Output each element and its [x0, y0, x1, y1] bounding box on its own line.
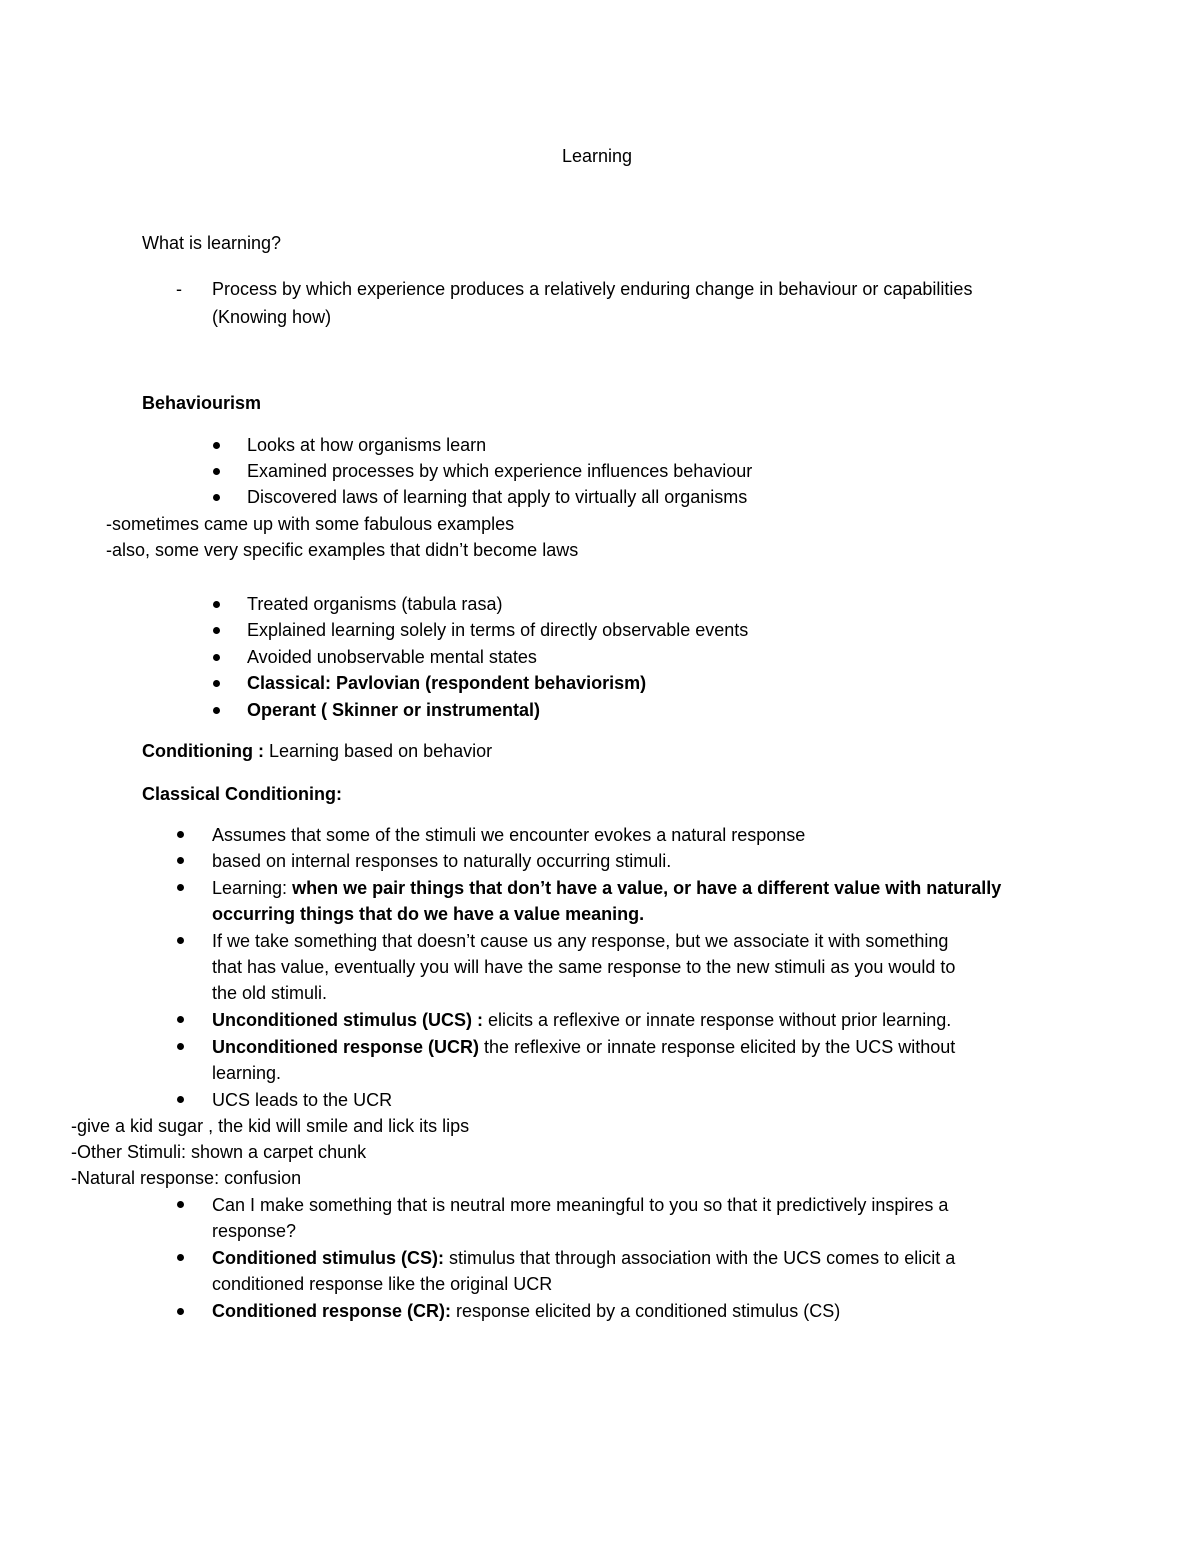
bullet-icon — [177, 1308, 184, 1315]
bullet-icon — [213, 494, 220, 501]
classical-type-bullet: Classical: Pavlovian (respondent behaviorism) — [247, 673, 647, 693]
definition-line-1: Process by which experience produces a relatively enduring change in behaviour or capabilities — [212, 279, 973, 299]
classical-heading: Classical Conditioning: — [142, 784, 343, 804]
classical-bullet-3-cont: occurring things that do we have a value meaning. — [212, 904, 645, 924]
cs-term: Conditioned stimulus (CS): — [212, 1248, 444, 1268]
conditioning-term: Conditioning : — [142, 741, 264, 761]
bullet-icon — [177, 1096, 184, 1103]
behaviourism-bullet-2: Examined processes by which experience influences behaviour — [247, 461, 753, 481]
bullet-icon — [213, 442, 220, 449]
example-note-3: -Natural response: confusion — [71, 1168, 302, 1188]
bullet-icon — [177, 1016, 184, 1023]
question-heading: What is learning? — [142, 233, 282, 253]
cr-term: Conditioned response (CR): — [212, 1301, 451, 1321]
behaviourism-bullet-5: Explained learning solely in terms of directly observable events — [247, 620, 749, 640]
cs-definition — [212, 1245, 955, 1272]
cr-definition — [212, 1298, 840, 1325]
classical-bullet-4-line-3: the old stimuli. — [212, 983, 328, 1003]
bullet-icon — [177, 937, 184, 944]
classical-bullet-8-line-1: Can I make something that is neutral more meaningful to you so that it predictively inspires a — [212, 1195, 949, 1215]
ucs-text: elicits a reflexive or innate response without prior learning. — [482, 1010, 952, 1030]
classical-bullet-4-line-1: If we take something that doesn’t cause us any response, but we associate it with something — [212, 931, 949, 951]
classical-bullet-8-line-2: response? — [212, 1221, 297, 1241]
bullet-icon — [213, 654, 220, 661]
conditioning-text: Learning based on behavior — [263, 741, 493, 761]
ucr-definition-cont: learning. — [212, 1063, 282, 1083]
learning-prefix: Learning: — [212, 878, 293, 898]
behaviourism-bullet-1: Looks at how organisms learn — [247, 435, 487, 455]
bullet-icon — [177, 1254, 184, 1261]
page-title: Learning — [562, 146, 633, 166]
ucr-definition — [212, 1034, 955, 1061]
ucs-term: Unconditioned stimulus (UCS) : — [212, 1010, 483, 1030]
conditioning-definition — [142, 738, 492, 765]
bullet-icon — [213, 468, 220, 475]
behaviourism-bullet-3: Discovered laws of learning that apply to virtually all organisms — [247, 487, 748, 507]
bullet-icon — [213, 627, 220, 634]
behaviourism-note-1: -sometimes came up with some fabulous examples — [106, 514, 515, 534]
example-note-1: -give a kid sugar , the kid will smile and lick its lips — [71, 1116, 470, 1136]
learning-bold-text: when we pair things that don’t have a value, or have a different value with naturally — [292, 878, 1002, 898]
cs-text: stimulus that through association with the UCS comes to elicit a — [443, 1248, 956, 1268]
classical-bullet-2: based on internal responses to naturally occurring stimuli. — [212, 851, 672, 871]
classical-bullet-4-line-2: that has value, eventually you will have the same response to the new stimuli as you would to — [212, 957, 956, 977]
cr-text: response elicited by a conditioned stimulus (CS) — [451, 1301, 841, 1321]
behaviourism-heading: Behaviourism — [142, 393, 262, 413]
bullet-icon — [213, 601, 220, 608]
behaviourism-bullet-6: Avoided unobservable mental states — [247, 647, 537, 667]
behaviourism-note-2: -also, some very specific examples that didn’t become laws — [106, 540, 579, 560]
classical-bullet-1: Assumes that some of the stimuli we encounter evokes a natural response — [212, 825, 806, 845]
ucr-term: Unconditioned response (UCR) — [212, 1037, 480, 1057]
bullet-icon — [177, 884, 184, 891]
bullet-icon — [177, 831, 184, 838]
ucr-text: the reflexive or innate response elicited by the UCS without — [479, 1037, 956, 1057]
bullet-icon — [177, 1201, 184, 1208]
bullet-icon — [177, 1043, 184, 1050]
behaviourism-bullet-4: Treated organisms (tabula rasa) — [247, 594, 503, 614]
ucs-definition — [212, 1007, 951, 1034]
classical-bullet-3 — [212, 875, 1001, 902]
cs-definition-cont: conditioned response like the original UCR — [212, 1274, 553, 1294]
example-note-2: -Other Stimuli: shown a carpet chunk — [71, 1142, 367, 1162]
dash-marker: - — [176, 279, 182, 299]
definition-line-2: (Knowing how) — [212, 307, 332, 327]
operant-type-bullet: Operant ( Skinner or instrumental) — [247, 700, 541, 720]
bullet-icon — [177, 857, 184, 864]
classical-bullet-7: UCS leads to the UCR — [212, 1090, 393, 1110]
bullet-icon — [213, 680, 220, 687]
bullet-icon — [213, 707, 220, 714]
